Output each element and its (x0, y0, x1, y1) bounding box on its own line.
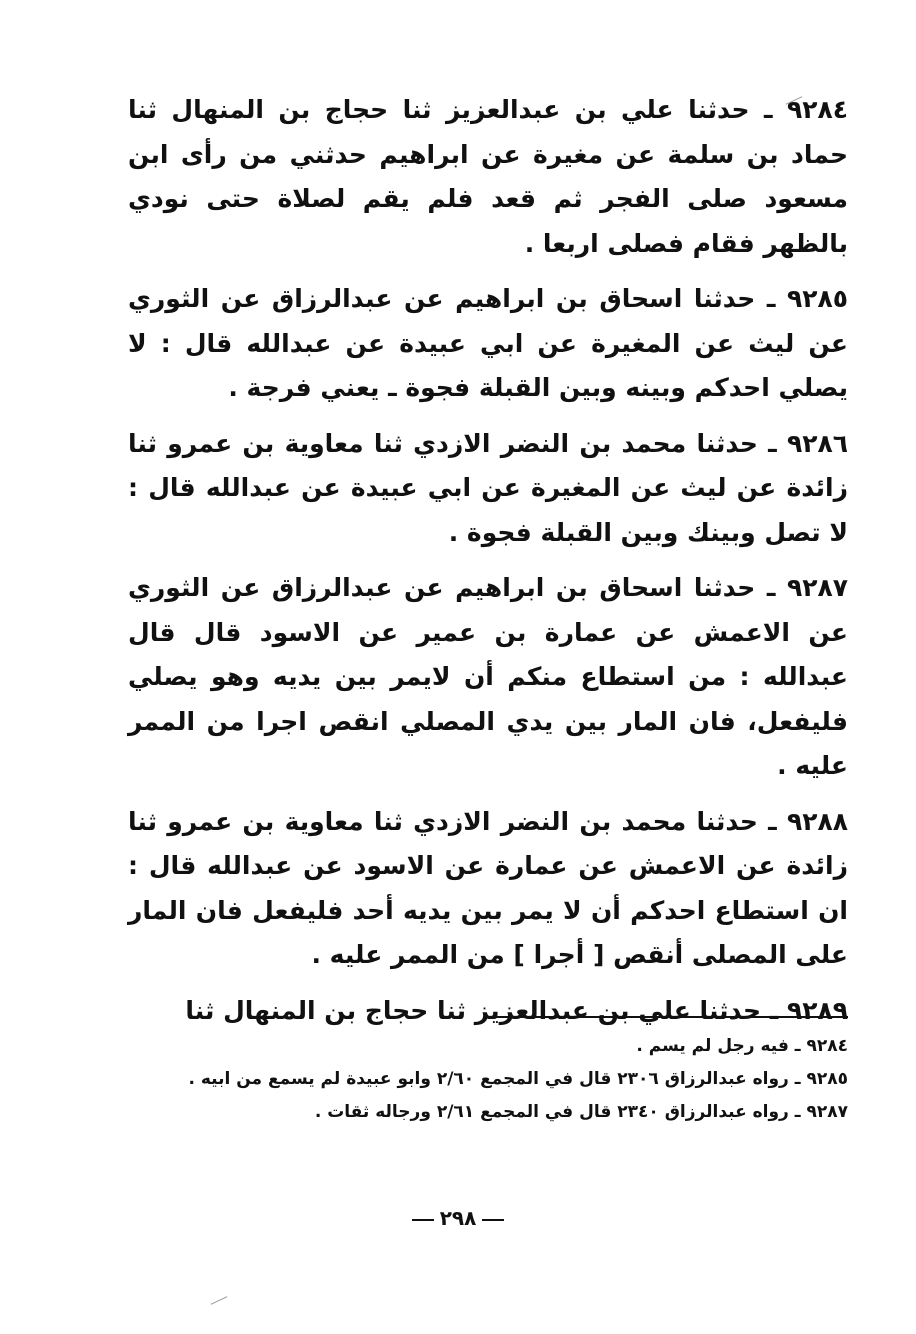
hadith-text: ـ حدثنا علي بن عبدالعزيز ثنا حجاج بن المنهال ثنا (185, 995, 787, 1025)
hadith-number: ٩٢٨٦ (786, 428, 848, 458)
hadith-entry (128, 566, 848, 789)
main-text (128, 88, 848, 1033)
hadith-entry (128, 88, 848, 266)
hadith-number: ٩٢٨٥ (786, 284, 848, 313)
hadith-number: ٩٢٨٤ (786, 95, 848, 124)
hadith-entry (128, 277, 848, 411)
hadith-text: ـ حدثنا محمد بن النضر الازدي ثنا معاوية بن عمرو ثنا زائدة عن الاعمش عن عمارة عن الاسود عن عبدالله قال : ان استطاع احدكم أن لا يمر بين يديه أحد فليفعل فان المار على المصلى أنقص [ أجرا ] من الممر عليه . (128, 806, 848, 969)
footnote: ٩٢٨٥ ـ رواه عبدالرزاق ٢٣٠٦ قال في المجمع ٢/٦٠ وابو عبيدة لم يسمع من ابيه . (188, 1069, 848, 1089)
footnote: ٩٢٨٧ ـ رواه عبدالرزاق ٢٣٤٠ قال في المجمع ٢/٦١ ورجاله ثقات . (314, 1102, 848, 1122)
page-number-dash (412, 1219, 434, 1221)
footnotes (128, 1030, 848, 1129)
hadith-text: ـ حدثنا اسحاق بن ابراهيم عن عبدالرزاق عن الثوري عن ليث عن المغيرة عن ابي عبيدة عن عبدالله قال : لا يصلي احدكم وبينه وبين القبلة فجوة ـ يعني فرجة . (128, 284, 848, 402)
footnote-divider (492, 1016, 848, 1018)
hadith-entry (128, 422, 848, 556)
hadith-text: ـ حدثنا محمد بن النضر الازدي ثنا معاوية بن عمرو ثنا زائدة عن ليث عن المغيرة عن ابي عبيدة عن عبدالله قال : لا تصل وبينك وبين القبلة فجوة . (128, 428, 848, 547)
hadith-text: ـ حدثنا علي بن عبدالعزيز ثنا حجاج بن المنهال ثنا حماد بن سلمة عن مغيرة عن ابراهيم حدثني من رأى ابن مسعود صلى الفجر ثم قعد فلم يقم لصلاة حتى نودي بالظهر فقام فصلى اربعا . (128, 95, 848, 258)
hadith-entry (128, 989, 848, 1034)
hadith-number: ٩٢٨٧ (786, 573, 848, 602)
page-number (0, 1206, 916, 1230)
footnote: ٩٢٨٤ ـ فيه رجل لم يسم . (636, 1036, 848, 1056)
scan-mark (211, 1296, 228, 1305)
page-number-value: ٢٩٨ (439, 1206, 477, 1230)
hadith-number: ٩٢٨٨ (786, 806, 848, 836)
hadith-number: ٩٢٨٩ (786, 995, 848, 1025)
page-number-dash (482, 1219, 504, 1221)
hadith-entry (128, 800, 848, 978)
hadith-text: ـ حدثنا اسحاق بن ابراهيم عن عبدالرزاق عن الثوري عن الاعمش عن عمارة بن عمير عن الاسود قال قال عبدالله : من استطاع منكم أن لايمر بين يديه وهو يصلي فليفعل، فان المار بين يدي المصلي انقص اجرا من الممر عليه . (128, 573, 848, 780)
